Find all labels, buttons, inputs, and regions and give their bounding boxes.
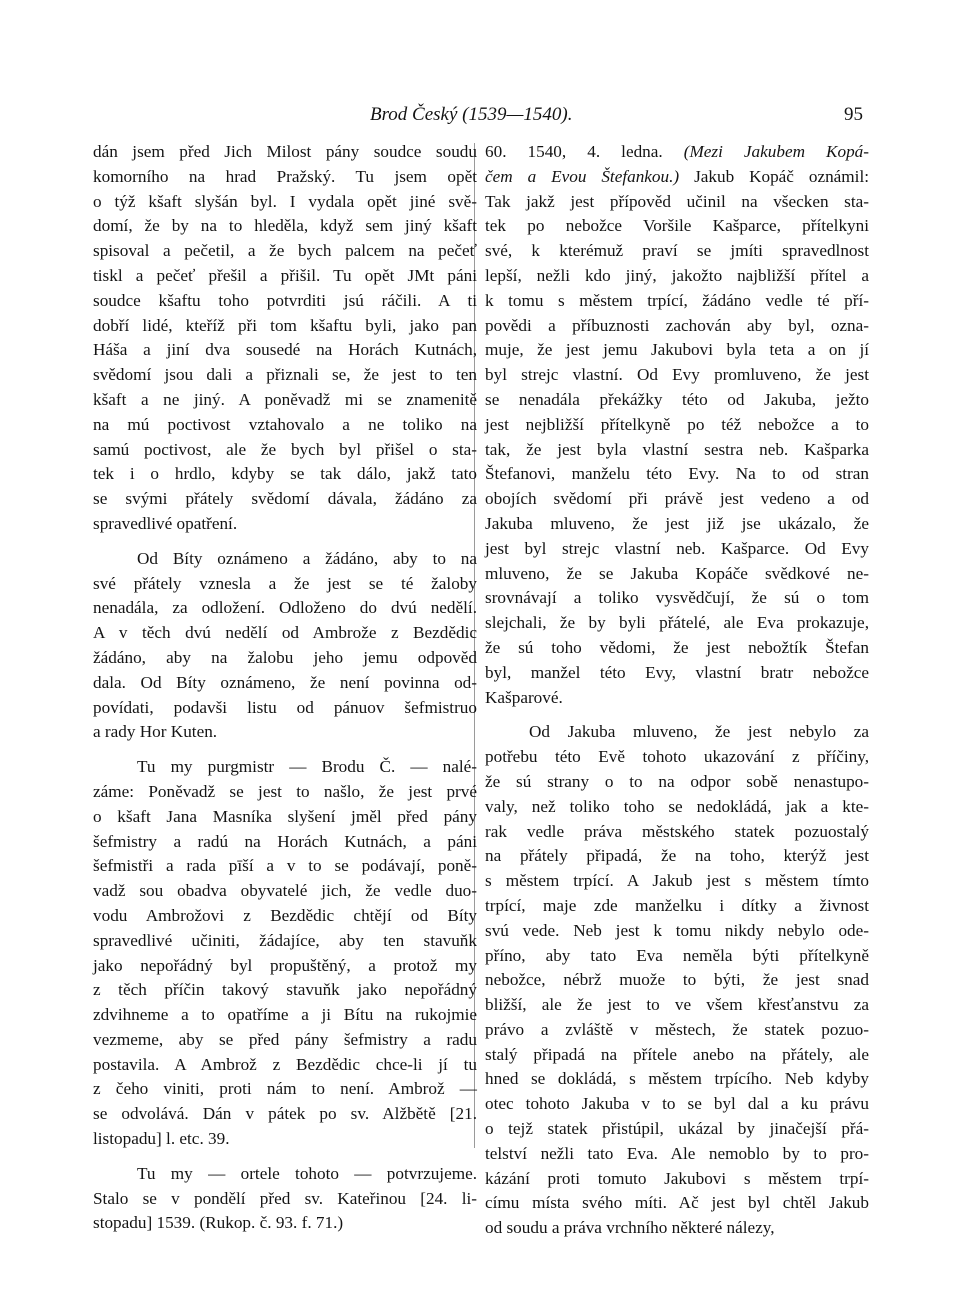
text-line: listopadu] l. etc. 39. xyxy=(93,1129,230,1149)
text-line: o kšaft Jana Masníka slyšení jměl před pány xyxy=(93,806,477,826)
text-line: tak, že jest byla vlastní sestra neb. Kašparka xyxy=(485,439,869,459)
text-line: povědi a příbuznosti zachován aby byl, ozna- xyxy=(485,315,869,335)
left-paragraph xyxy=(93,547,477,745)
text-line: šefmistry a radú na Horách Kutnách, a páni xyxy=(93,831,477,851)
text-line: domí, že by na to hleděla, když sem jiný kšaft xyxy=(93,216,477,236)
text-line: Od Jakuba mluveno, že jest nebylo za xyxy=(529,722,869,742)
text-line: s městem trpící. A Jakub jest s městem tímto xyxy=(485,871,869,891)
page-number: 95 xyxy=(844,104,863,125)
text-line: o týž kšaft slyšán byl. I vydala opět jiné svě- xyxy=(93,191,477,211)
text-line: svú vede. Neb jest k tomu nikdy nebylo ode- xyxy=(485,920,869,940)
text-line: Kašparové. xyxy=(485,687,563,707)
text-line: dala. Od Bíty oznámeno, že není povinna od- xyxy=(93,672,477,692)
text-line: samú poctivost, ale že bych byl přišel o sta- xyxy=(93,439,477,459)
text-line: dobří lidé, kteříž při tom kšaftu byli, jako pan xyxy=(93,315,477,335)
text-line: svědomí jsou dali a přiznali se, že jest to ten xyxy=(93,365,477,385)
text-line: Jakuba mluveno, že jest již jse ukázalo, že xyxy=(485,513,869,533)
text-line: lepší, nežli kdo jiný, jakožto najbližší přítel a xyxy=(485,265,869,285)
text-line: telství nežli tato Eva. Ale nemoblo by to pro- xyxy=(485,1143,869,1163)
text-line: obojích svědomí při právě jest vedeno a od xyxy=(485,489,869,509)
text-line: byl, manžel této Evy, vlastní bratr nebožce xyxy=(485,662,869,682)
text-line: své přátely vznesla a že jest se té žaloby xyxy=(93,573,477,593)
text-line: Háša a jiní dva sousedé na Horách Kutnách, xyxy=(93,340,477,360)
running-title: Brod Český (1539—1540). xyxy=(370,104,573,125)
text-line: komorního na hrad Pražský. Tu jsem opět xyxy=(93,166,477,186)
text-line: Tu my — ortele tohoto — potvrzujeme. xyxy=(137,1163,477,1183)
left-column xyxy=(93,140,477,1246)
text-line: kázání proti tomuto Jakubovi s městem trpí- xyxy=(485,1168,869,1188)
text-line: záme: Poněvadž se jest to našlo, že jest prvé xyxy=(93,781,477,801)
text-line: příno, aby tato Eva neměla býti přítelkyně xyxy=(485,945,869,965)
text-line: od soudu a práva vrchního některé nálezy, xyxy=(485,1218,775,1238)
text-line: vezmeme, aby se před pány šefmistry a radu xyxy=(93,1029,477,1049)
text-line: címu místa svého míti. Ač jest byl chtěl Jakub xyxy=(485,1193,869,1213)
entry-number: 60. 1540, 4. ledna. xyxy=(485,142,663,161)
left-paragraph xyxy=(93,755,477,1152)
entry-parties-end: čem a Evou Štefankou.) xyxy=(485,166,680,186)
text-line: k tomu s městem trpící, žádáno vedle té pří- xyxy=(485,290,869,310)
text-line: rak vedle práva městského statek pozuostalý xyxy=(485,821,869,841)
text-line: z těch příčin takový stavuňk jako nepořádný xyxy=(93,980,477,1000)
text-line: hned se dokládá, s městem trpícího. Neb kdyby xyxy=(485,1069,869,1089)
text-line: tek i o hrdlo, kdyby se tak dálo, jakž tato xyxy=(93,464,477,484)
text-line: Štefanovi, manželu této Evy. Na to od stran xyxy=(485,464,869,484)
text-line: nenadála, za odložení. Odloženo do dvú nedělí. xyxy=(93,598,477,618)
text-line: muje, že jest jemu Jakubovi byla teta a on jí xyxy=(485,340,869,360)
text-line: tek po nebožce Voršile Kašparce, přítelkyni xyxy=(485,216,869,236)
text-line: své, k kterémuž praví se jmíti spravedlnost xyxy=(485,241,869,261)
text-line: povídati, podavši listu od pánuov šefmistruo xyxy=(93,697,477,717)
text-line: trpící, maje zde manželku i dítky a živnost xyxy=(485,895,869,915)
text-line: žádáno, aby na žalobu jeho jemu odpověd xyxy=(93,647,477,667)
left-paragraph xyxy=(93,1162,477,1236)
text-line: tiskl a pečeť přešil a přišil. Tu opět JMt páni xyxy=(93,265,477,285)
text-line: stopadu] 1539. (Rukop. č. 93. f. 71.) xyxy=(93,1213,344,1233)
right-paragraph xyxy=(485,190,869,711)
text-line: Stalo se v pondělí před sv. Kateřinou [24. li- xyxy=(93,1188,477,1208)
text-line: na mú poctivost vztahovalo a ne toliko na xyxy=(93,414,477,434)
text-line: že sú toho vědomi, že jest nebožtík Štefan xyxy=(485,637,869,657)
text-line: spravedlivé opatření. xyxy=(93,513,238,533)
text-line: se nenadála překážky této od Jakuba, ježto xyxy=(485,389,869,409)
text-line: byl strejc vlastní. Od Evy promluveno, že jest xyxy=(485,365,869,385)
text-line: potřebu této Evě tohoto ukazování z příčiny, xyxy=(485,747,869,767)
right-paragraph xyxy=(485,720,869,1241)
text-line: mluveno, že se Jakuba Kopáče svědkové ne- xyxy=(485,563,869,583)
text-line: šefmistři a rada pīší a v to se podávají, poně- xyxy=(93,856,477,876)
text-line: právo a zvláště v městech, že statek pozuo- xyxy=(485,1019,869,1039)
text-line: A v těch dvú nedělí od Ambrože z Bezdědic xyxy=(93,623,477,643)
text-line: jako nepořádný byl propuštěný, a protož my xyxy=(93,955,477,975)
text-line: otec tohoto Jakuba v to se byl dal a ku právu xyxy=(485,1094,869,1114)
text-line: slejchali, že by byli přátelé, ale Eva prokazuje, xyxy=(485,613,869,633)
entry-heading-rest: Jakub Kopáč oznámil: xyxy=(694,166,869,186)
text-line: kšaft a ne jiný. A poněvadž mi se znamenitě xyxy=(93,389,477,409)
text-line: vadž sou obadva obyvatelé jich, že vedle duo- xyxy=(93,881,477,901)
text-line: na přátely připadá, že na toho, kterýž jest xyxy=(485,846,869,866)
text-line: jest byl strejc vlastní neb. Kašparce. Od Evy xyxy=(485,538,869,558)
text-line: Tak jakž jest přípověd učinil na všecken sta- xyxy=(485,191,869,211)
text-line: stalý připadá na přítele anebo na přátely, ale xyxy=(485,1044,869,1064)
text-line: nebožce, nébrž muože to býti, že jest snad xyxy=(485,970,869,990)
text-line: spisoval a pečetil, a že bych palcem na pečeť xyxy=(93,241,477,261)
text-line: o tejž statek přistúpil, ukázal by jinačejší přá- xyxy=(485,1119,869,1139)
text-line: Od Bíty oznámeno a žádáno, aby to na xyxy=(137,548,477,568)
right-column-body xyxy=(485,190,869,1241)
text-line: se svými přátely svědomí dávala, žádáno za xyxy=(93,489,477,509)
text-line: a rady Hor Kuten. xyxy=(93,722,218,742)
text-line: soudce kšaftu toho potvrditi jsú ráčili. A ti xyxy=(93,290,477,310)
text-line: z čeho viniti, proti nám to není. Ambrož — xyxy=(93,1079,477,1099)
text-line: že sú strany o to na odpor sobě nenastupo- xyxy=(485,771,869,791)
right-column xyxy=(485,140,869,1251)
text-line: vodu Ambrožovi z Bezdědic chtějí od Bíty xyxy=(93,905,477,925)
entry-heading-line-2 xyxy=(485,165,869,190)
text-line: jest nejbližší přítelkyně po též nebožce a to xyxy=(485,414,869,434)
text-line: valy, než toliko toho se nedokládá, jak a kte- xyxy=(485,796,869,816)
text-line: spravedlivé učiniti, žádajíce, aby ten stavuňk xyxy=(93,930,477,950)
left-paragraph xyxy=(93,140,477,537)
entry-parties-start: (Mezi Jakubem Kopá- xyxy=(683,142,869,161)
text-line: se odvolává. Dán v pátek po sv. Alžbětě [21. xyxy=(93,1104,477,1124)
text-line: srovnávají a toliko vysvědčují, že sú o tom xyxy=(485,588,869,608)
text-line: zdvihneme a to opatříme a ji Bítu na rukojmie xyxy=(93,1005,477,1025)
running-header xyxy=(0,104,960,134)
entry-heading-line-1 xyxy=(485,140,869,165)
text-line: dán jsem před Jich Milost pány soudce soudu xyxy=(93,142,477,161)
text-line: bližší, ale že jest to ve všem křesťanstvu za xyxy=(485,995,869,1015)
text-line: Tu my purgmistr — Brodu Č. — nalé- xyxy=(137,757,477,777)
text-line: postavila. A Ambrož z Bezdědic chce-li jí tu xyxy=(93,1054,477,1074)
